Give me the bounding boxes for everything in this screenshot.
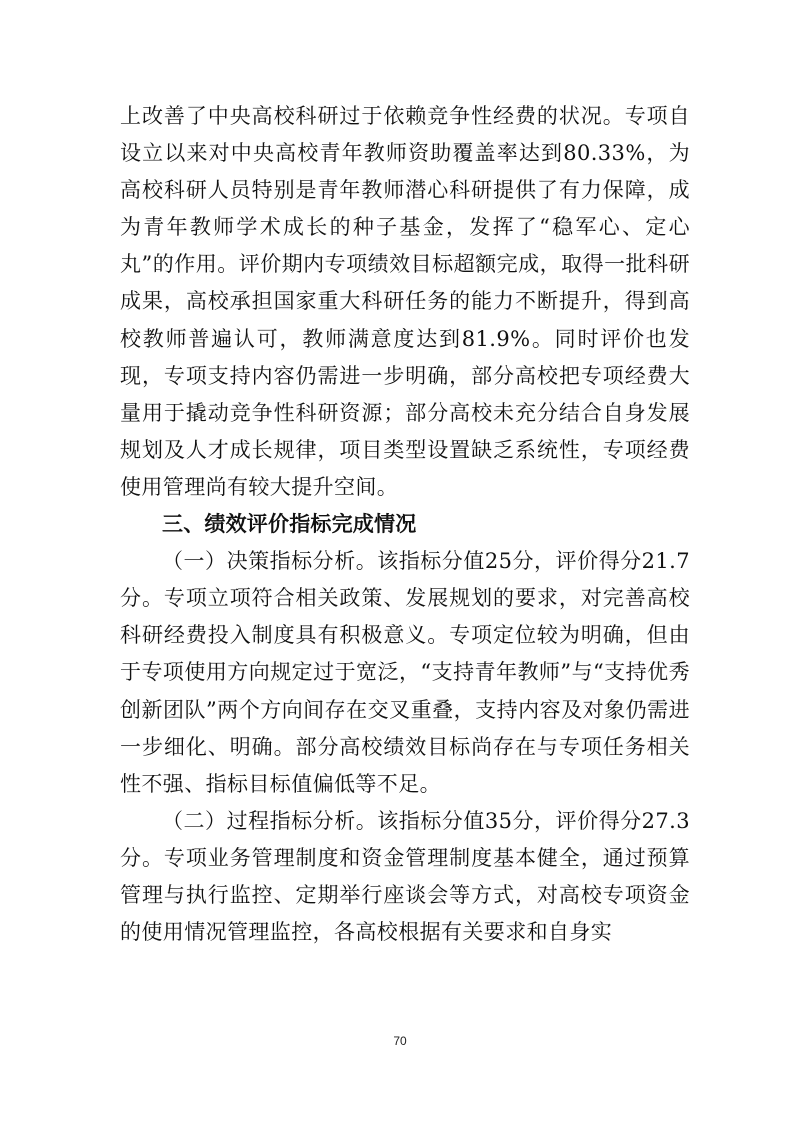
document-body [120,98,690,951]
paragraph-process-indicators: （二）过程指标分析。该指标分值35分，评价得分27.3分。专项业务管理制度和资金管理制度基本健全，通过预算管理与执行监控、定期举行座谈会等方式，对高校专项资金的使用情况管理监控，各高校根据有关要求和自身实 [120,808,690,945]
page-number: 70 [393,1034,407,1048]
section-heading: 三、绩效评价指标完成情况 [162,512,417,537]
paragraph-decision-indicators: （一）决策指标分析。该指标分值25分，评价得分21.7分。专项立项符合相关政策、发展规划的要求，对完善高校科研经费投入制度具有积极意义。专项定位较为明确，但由于专项使用方向规定过于宽泛，“支持青年教师”与“支持优秀创新团队”两个方向间存在交叉重叠，支持内容及对象仍需进一步细化、明确。部分高校绩效目标尚存在与专项任务相关性不强、指标目标值偏低等不足。 [120,549,690,796]
paragraph-continuation: 上改善了中央高校科研过于依赖竞争性经费的状况。专项自设立以来对中央高校青年教师资助覆盖率达到80.33%，为高校科研人员特别是青年教师潜心科研提供了有力保障，成为青年教师学术成长的种子基金，发挥了“稳军心、定心丸”的作用。评价期内专项绩效目标超额完成，取得一批科研成果，高校承担国家重大科研任务的能力不断提升，得到高校教师普遍认可，教师满意度达到81.9%。同时评价也发现，专项支持内容仍需进一步明确，部分高校把专项经费大量用于撬动竞争性科研资源；部分高校未充分结合自身发展规划及人才成长规律，项目类型设置缺乏系统性，专项经费使用管理尚有较大提升空间。 [120,104,690,499]
